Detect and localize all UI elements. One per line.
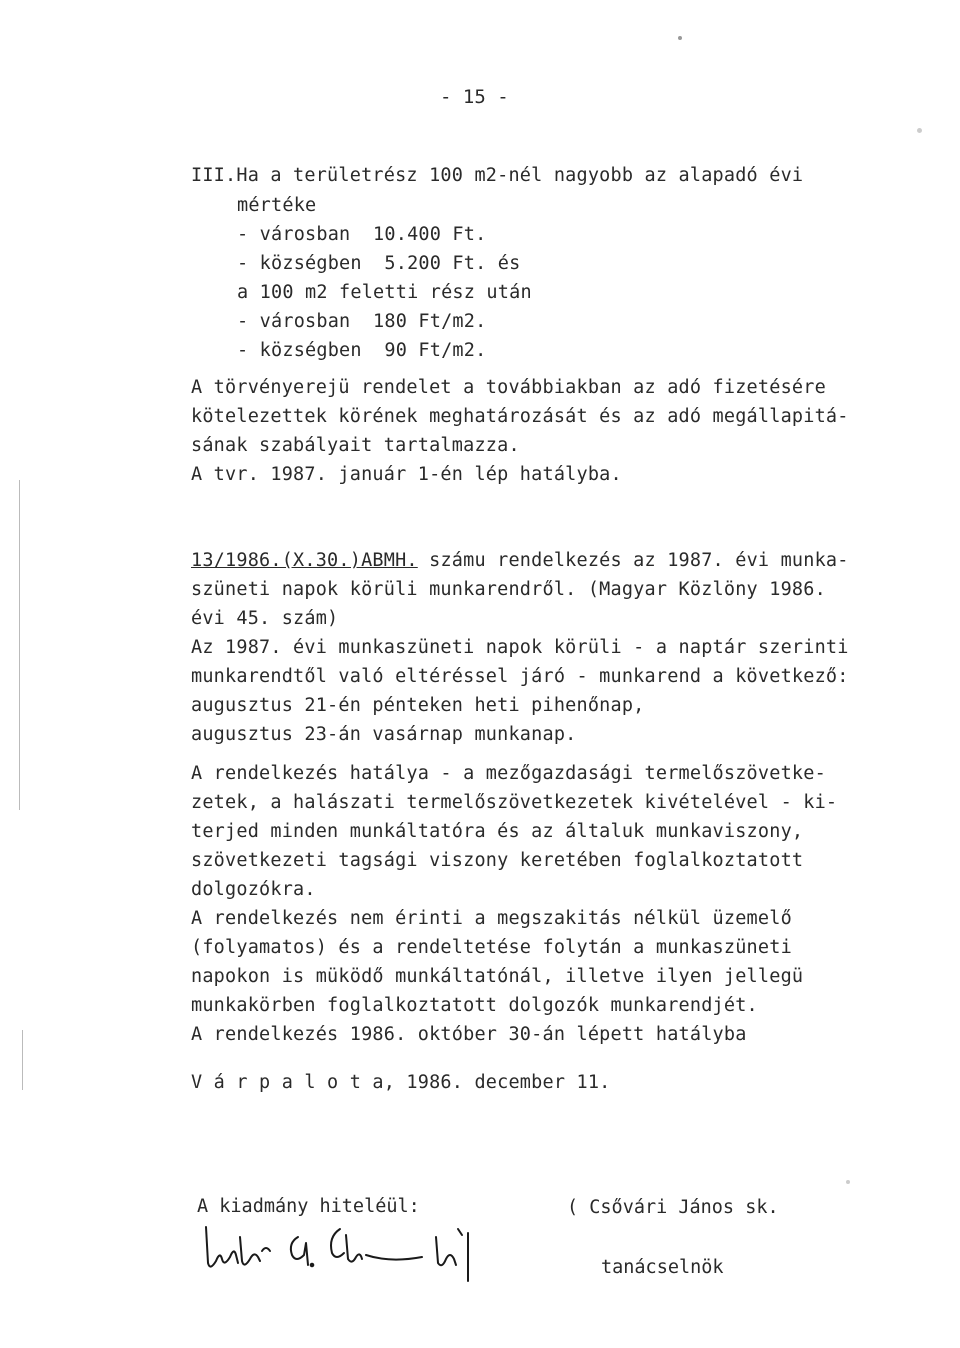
paragraph-line: zetek, a halászati termelőszövetkezetek kivételével - ki- [191, 792, 838, 813]
signer-name: ( Csővári János sk. [567, 1197, 779, 1218]
paragraph-line: (folyamatos) és a rendeltetése folytán a munkaszüneti [191, 937, 792, 958]
paragraph-line: a 100 m2 feletti rész után [237, 282, 532, 303]
paragraph-line: munkakörben foglalkoztatott dolgozók munkarendjét. [191, 995, 758, 1016]
paragraph-line: szövetkezeti tagsági viszony keretében foglalkoztatott [191, 850, 804, 871]
signer-block [567, 1158, 779, 1318]
decree-reference: 13/1986.(X.30.)ABMH. [191, 550, 418, 571]
page-number: - 15 - [440, 86, 509, 108]
paragraph-line: A tvr. 1987. január 1-én lép hatályba. [191, 464, 622, 485]
handwritten-signature [200, 1215, 500, 1285]
paragraph-line: napokon is müködő munkáltatónál, illetve ilyen jellegü [191, 966, 804, 987]
paragraph-line: III.Ha a területrész 100 m2-nél nagyobb az alapadó évi [191, 165, 804, 186]
paragraph-line: kötelezettek körének meghatározását és az adó megállapitá- [191, 406, 849, 427]
paragraph-line: sának szabályait tartalmazza. [191, 435, 520, 456]
scan-speck [846, 1180, 850, 1184]
decree-heading-line [191, 550, 849, 572]
paragraph-line: A rendelkezés nem érinti a megszakitás nélkül üzemelő [191, 908, 792, 929]
scan-artifact [22, 1030, 23, 1090]
certification-label: A kiadmány hiteléül: [197, 1196, 420, 1217]
paragraph-line: augusztus 21-én pénteken heti pihenőnap, [191, 695, 645, 716]
paragraph-line: munkarendtől való eltéréssel járó - munkarend a következő: [191, 666, 849, 687]
paragraph-line: - városban 10.400 Ft. [237, 224, 487, 245]
paragraph-line: mértéke [237, 195, 317, 216]
paragraph-line: dolgozókra. [191, 879, 316, 900]
paragraph-line: augusztus 23-án vasárnap munkanap. [191, 724, 577, 745]
scan-speck [678, 36, 682, 40]
paragraph-line: A rendelkezés 1986. október 30-án lépett hatályba [191, 1024, 747, 1045]
paragraph-line: - városban 180 Ft/m2. [237, 311, 487, 332]
paragraph-line: terjed minden munkáltatóra és az általuk munkaviszony, [191, 821, 804, 842]
place-date: V á r p a l o t a, 1986. december 11. [191, 1072, 611, 1093]
paragraph-line: - községben 90 Ft/m2. [237, 340, 487, 361]
scan-artifact [19, 480, 20, 810]
paragraph-line: A törvényerejü rendelet a továbbiakban az adó fizetésére [191, 377, 826, 398]
paragraph-line: évi 45. szám) [191, 608, 339, 629]
paragraph-line: A rendelkezés hatálya - a mezőgazdasági termelőszövetke- [191, 763, 826, 784]
decree-title: számu rendelkezés az 1987. évi munka- [417, 550, 849, 571]
paragraph-line: - községben 5.200 Ft. és [237, 253, 521, 274]
paragraph-line: Az 1987. évi munkaszüneti napok körüli - a naptár szerinti [191, 637, 849, 658]
paragraph-line: szüneti napok körüli munkarendről. (Magyar Közlöny 1986. [191, 579, 826, 600]
scan-speck [917, 128, 922, 133]
signer-role: tanácselnök [601, 1257, 724, 1278]
